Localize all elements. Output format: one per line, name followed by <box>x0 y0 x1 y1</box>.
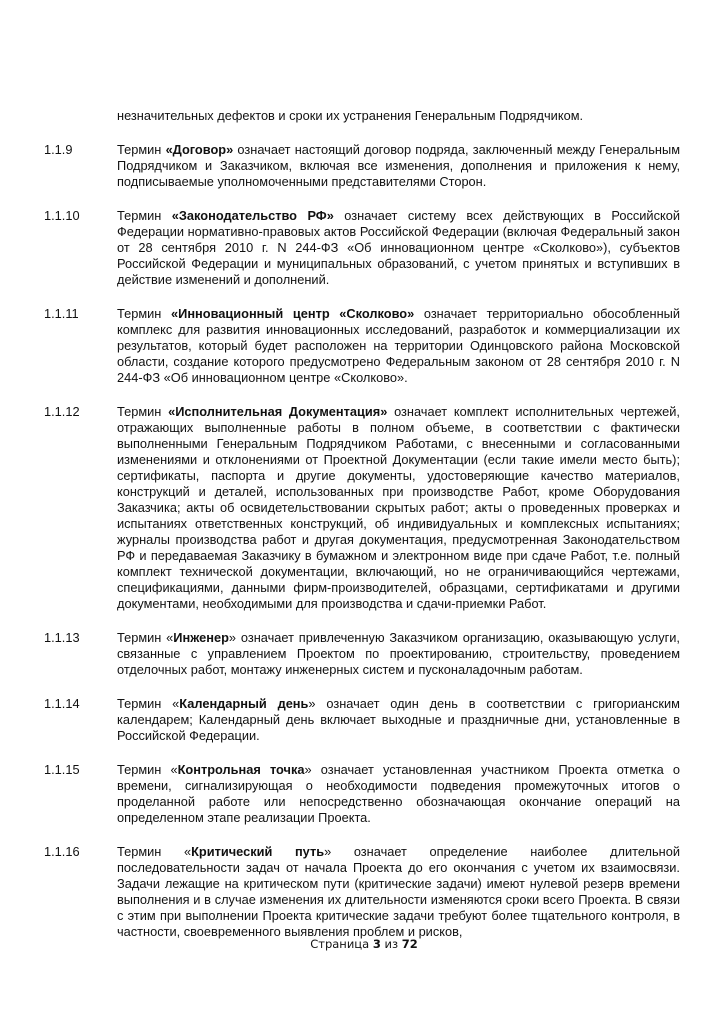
clause-prefix: Термин <box>117 306 171 321</box>
clause-1-1-16 <box>44 844 680 940</box>
clause-number: 1.1.16 <box>44 844 80 859</box>
clause-1-1-13 <box>44 630 680 678</box>
clause-term: «Законодательство РФ» <box>171 208 334 223</box>
clause-1-1-12 <box>44 404 680 612</box>
clause-term: Контрольная точка <box>177 762 305 777</box>
clause-number: 1.1.15 <box>44 762 80 777</box>
clause-number: 1.1.14 <box>44 696 80 711</box>
clause-text <box>117 142 680 190</box>
clause-term: «Договор» <box>165 142 234 157</box>
clause-prefix: Термин « <box>117 762 178 777</box>
clause-definition: » означает установленная участником Проекта отметка о времени, сигнализирующая о необходимости подведения промежуточных итогов о проделанной работе или непосредственно обозначающая окончание операций на определенном этапе реализации Проекта. <box>117 762 680 825</box>
clause-term: Календарный день <box>179 696 309 711</box>
clause-text <box>117 306 680 386</box>
clause-definition: » означает один день в соответствии с григорианским календарем; Календарный день включает выходные и праздничные дни, установленные в Российской Федерации. <box>117 696 680 743</box>
clause-text <box>117 762 680 826</box>
page-of-label: из <box>380 937 402 951</box>
clause-number: 1.1.9 <box>44 142 73 157</box>
clause-1-1-11 <box>44 306 680 386</box>
clause-text <box>117 844 680 940</box>
clause-definition: означает территориально обособленный комплекс для развития инновационных исследований, разработок и коммерциализации их результатов, который будет расположен на территории Одинцовского района Московской области, создание которого предусмотрено Федеральным законом от 28 сентября 2010 г. N 244-ФЗ «Об инновационном центре «Сколково». <box>117 306 681 385</box>
continued-paragraph: незначительных дефектов и сроки их устранения Генеральным Подрядчиком. <box>117 108 584 123</box>
clause-term: Критический путь <box>191 844 325 859</box>
clause-prefix: Термин « <box>117 696 180 711</box>
clause-text <box>117 696 680 744</box>
clause-prefix: Термин « <box>117 630 174 645</box>
clause-text <box>117 208 680 288</box>
clause-definition: » означает привлеченную Заказчиком организацию, оказывающую услуги, связанные с управлением Проектом по проектированию, строительству, проведением отделочных работ, монтажу инженерных систем и пусконаладочным работам. <box>117 630 680 677</box>
clause-number: 1.1.10 <box>44 208 80 223</box>
clause-prefix: Термин <box>117 142 166 157</box>
clause-text <box>117 404 680 612</box>
page-footer <box>0 937 728 951</box>
clause-term: Инженер <box>173 630 229 645</box>
clause-definition: означает комплект исполнительных чертежей, отражающих выполненные работы в полном объеме, в соответствии с фактически выполненными Генеральным Подрядчиком Работами, с внесенными и согласованными изменениями и отклонениями от Проектной Документации (если такие имели место быть); сертификаты, паспорта и другие документы, удостоверяющие качество материалов, конструкций и деталей, использованных при производстве Работ, кроме Оборудования Заказчика; акты об освидетельствовании скрытых работ; акты о проведенных проверках и испытаниях ответственных конструкций, об индивидуальных и комплексных испытаниях; журналы производства работ и другая документация, предусмотренная Законодательством РФ и передаваемая Заказчику в бумажном и электронном виде при сдаче Работ, т.е. полный комплект технической документации, включающий, но не ограничивающийся чертежами, спецификациями, данными фирм-производителей, образцами, сертификатами и другими документами, необходимыми для производства и сдачи-приемки Работ. <box>117 404 680 611</box>
page-label: Страница <box>310 937 373 951</box>
clause-definition: означает настоящий договор подряда, заключенный между Генеральным Подрядчиком и Заказчиком, включая все изменения, дополнения и приложения к нему, подписываемые уполномоченными представителями Сторон. <box>117 142 680 189</box>
total-pages-number: 72 <box>401 937 418 951</box>
clause-prefix: Термин « <box>117 844 192 859</box>
clause-1-1-9 <box>44 142 680 190</box>
current-page-number: 3 <box>372 937 381 951</box>
clause-prefix: Термин <box>117 404 169 419</box>
document-body <box>44 108 680 958</box>
clause-1-1-15 <box>44 762 680 826</box>
clause-number: 1.1.13 <box>44 630 80 645</box>
clause-definition: » означает определение наиболее длительной последовательности задач от начала Проекта до его окончания с учетом их взаимосвязи. Задачи лежащие на критическом пути (критические задачи) имеют нулевой резерв времени выполнения и в случае изменения их длительности изменяются сроки всего Проекта. В связи с этим при выполнении Проекта критические задачи требуют более тщательного контроля, в частности, своевременного выявления проблем и рисков, <box>117 844 680 939</box>
clause-1-1-10 <box>44 208 680 288</box>
clause-1-1-14 <box>44 696 680 744</box>
clause-text <box>117 630 680 678</box>
clause-number: 1.1.11 <box>44 306 79 321</box>
clause-definition: означает систему всех действующих в Российской Федерации нормативно-правовых актов Российской Федерации (включая Федеральный закон от 28 сентября 2010 г. N 244-ФЗ «Об инновационном центре «Сколково»), субъектов Российской Федерации и муниципальных образований, с учетом принятых и вступивших в действие изменений и дополнений. <box>117 208 680 287</box>
clause-prefix: Термин <box>117 208 172 223</box>
clause-term: «Исполнительная Документация» <box>168 404 388 419</box>
clause-number: 1.1.12 <box>44 404 80 419</box>
clause-term: «Инновационный центр «Сколково» <box>171 306 415 321</box>
